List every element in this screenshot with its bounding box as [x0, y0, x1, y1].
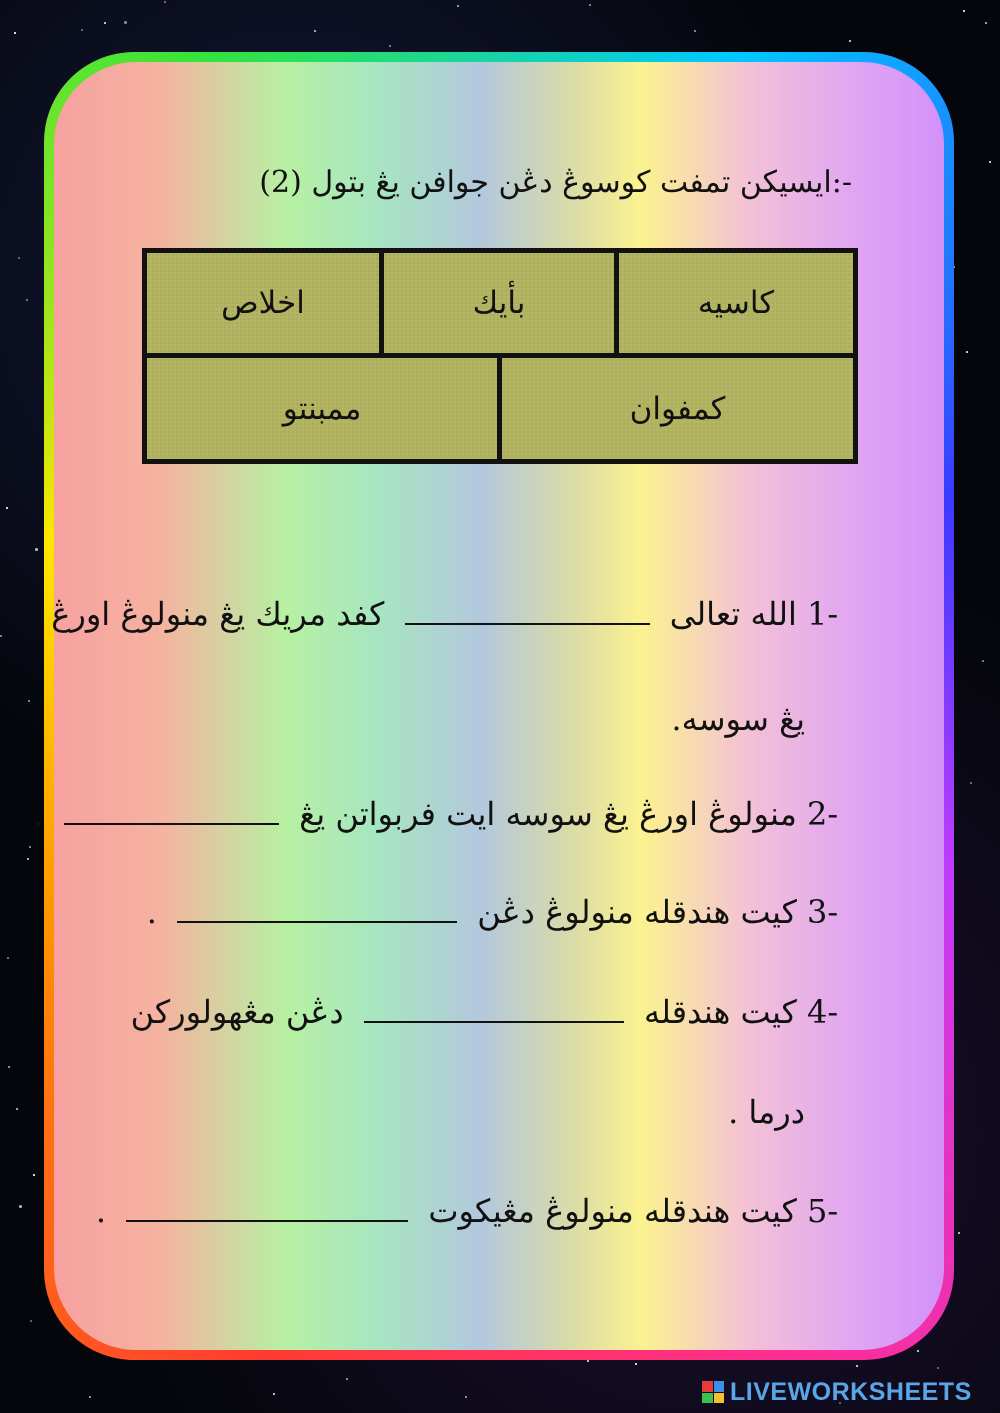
question-text: دڠن مڠهولوركن — [130, 993, 344, 1031]
question-number: -2 — [807, 795, 839, 833]
star — [164, 1, 166, 3]
star — [457, 5, 459, 7]
question-text: . — [33, 795, 44, 833]
word-cell[interactable]: ممبنتو — [147, 358, 497, 459]
star — [14, 32, 16, 34]
question-1-continuation: يڠ سوسه. — [671, 700, 805, 738]
star — [970, 782, 972, 784]
star — [589, 4, 591, 6]
star — [389, 45, 391, 47]
instruction-text: (2) ايسيكن تمفت كوسوڠ دڠن جوافن يڠ بتول:- — [259, 165, 852, 200]
star — [28, 700, 30, 702]
star — [27, 858, 29, 860]
star — [635, 1363, 637, 1365]
star — [33, 1174, 35, 1176]
star — [937, 1367, 939, 1369]
word-bank-table — [142, 248, 858, 464]
star — [273, 1393, 275, 1395]
question-2 — [34, 795, 855, 833]
star — [6, 507, 8, 509]
star — [81, 29, 83, 31]
question-text: كيت هندقله — [643, 993, 797, 1031]
question-number: -3 — [807, 893, 839, 931]
brand-label: LIVEWORKSHEETS — [730, 1377, 972, 1406]
star — [0, 635, 2, 637]
answer-blank[interactable] — [405, 601, 650, 625]
star — [35, 548, 38, 551]
question-5 — [96, 1192, 855, 1230]
question-text: منولوڠ اورڠ يڠ سوسه ايت فربواتن يڠ — [299, 795, 797, 833]
question-1 — [51, 595, 855, 633]
star — [7, 957, 9, 959]
star — [30, 1320, 32, 1322]
word-cell[interactable]: كمفوان — [502, 358, 853, 459]
question-text: . — [146, 893, 157, 931]
star — [29, 846, 31, 848]
liveworksheets-icon — [702, 1381, 724, 1403]
star — [963, 10, 965, 12]
star — [8, 1066, 10, 1068]
star — [314, 30, 316, 32]
question-3 — [147, 893, 855, 931]
question-text: كفد مريك يڠ منولوڠ اورڠ — [51, 595, 385, 633]
star — [89, 1396, 91, 1398]
word-cell[interactable]: كاسيه — [619, 253, 853, 353]
star — [966, 351, 968, 353]
star — [856, 1365, 858, 1367]
word-cell[interactable]: بأيك — [384, 253, 614, 353]
star — [958, 1232, 960, 1234]
liveworksheets-logo — [702, 1377, 992, 1407]
star — [104, 22, 106, 24]
star — [19, 1205, 22, 1208]
star — [849, 40, 851, 42]
answer-blank[interactable] — [364, 999, 624, 1023]
question-text: . — [95, 1192, 107, 1230]
question-text: كيت هندقله منولوڠ مڠيكوت — [428, 1192, 797, 1230]
question-text: الله تعالى — [669, 595, 797, 633]
answer-blank[interactable] — [64, 801, 279, 825]
star — [982, 660, 984, 662]
star — [985, 22, 987, 24]
star — [465, 1396, 467, 1398]
question-number: -5 — [807, 1192, 839, 1230]
word-cell[interactable]: اخلاص — [147, 253, 379, 353]
star — [26, 299, 28, 301]
answer-blank[interactable] — [126, 1198, 408, 1222]
answer-blank[interactable] — [177, 899, 457, 923]
star — [587, 1360, 589, 1362]
star — [124, 21, 127, 24]
star — [18, 257, 20, 259]
question-text: كيت هندقله منولوڠ دڠن — [477, 893, 797, 931]
star — [694, 30, 696, 32]
question-4 — [131, 993, 855, 1031]
star — [16, 1108, 18, 1110]
star — [917, 1350, 919, 1352]
question-number: -4 — [807, 993, 839, 1031]
star — [989, 161, 991, 163]
question-4-continuation: درما . — [728, 1093, 805, 1131]
star — [346, 1378, 348, 1380]
question-number: -1 — [807, 595, 839, 633]
